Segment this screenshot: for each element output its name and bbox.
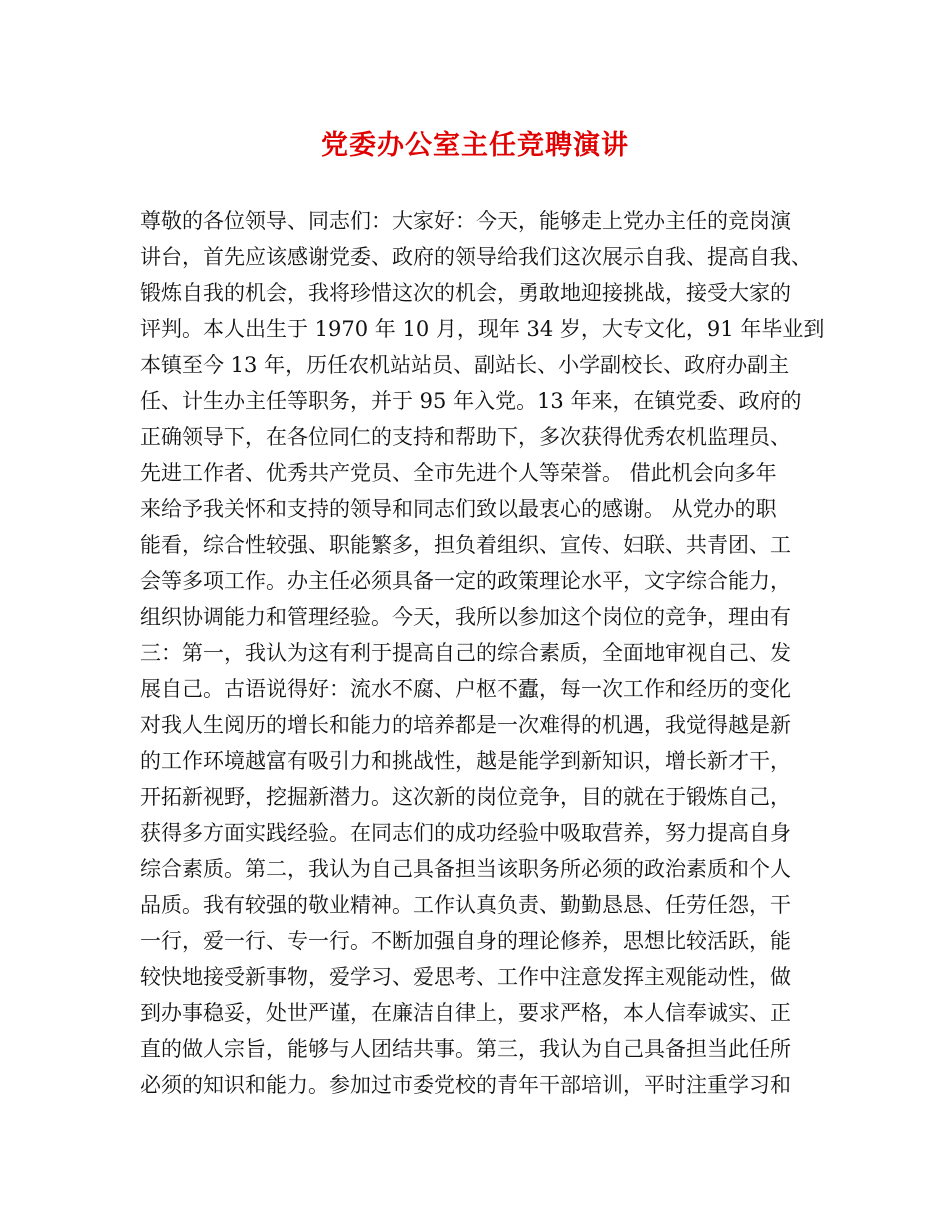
body-line: 尊敬的各位领导、同志们：大家好：今天，能够走上党办主任的竞岗演 — [140, 209, 791, 233]
body-line: 组织协调能力和管理经验。今天，我所以参加这个岗位的竞争，理由有 — [140, 605, 791, 629]
body-line: 来给予我关怀和支持的领导和同志们致以最衷心的感谢。 从党办的职 — [140, 497, 777, 521]
body-line: 综合素质。第二，我认为自己具备担当该职务所必须的政治素质和个人 — [140, 857, 791, 881]
body-line: 必须的知识和能力。参加过市委党校的青年干部培训，平时注重学习和 — [140, 1073, 791, 1097]
body-line: 任、计生办主任等职务，并于 95 年入党。13 年来，在镇党委、政府的 — [140, 389, 802, 413]
body-line: 品质。我有较强的敬业精神。工作认真负责、勤勤恳恳、任劳任怨，干 — [140, 893, 791, 917]
body-line: 展自己。古语说得好：流水不腐、户枢不蠹，每一次工作和经历的变化 — [140, 677, 791, 701]
body-line: 对我人生阅历的增长和能力的培养都是一次难得的机遇，我觉得越是新 — [140, 713, 791, 737]
body-line: 讲台，首先应该感谢党委、政府的领导给我们这次展示自我、提高自我、 — [140, 245, 812, 269]
body-line: 正确领导下，在各位同仁的支持和帮助下，多次获得优秀农机监理员、 — [140, 425, 791, 449]
body-line: 本镇至今 13 年，历任农机站站员、副站长、小学副校长、政府办副主 — [140, 353, 790, 377]
body-line: 获得多方面实践经验。在同志们的成功经验中吸取营养，努力提高自身 — [140, 821, 791, 845]
body-line: 一行，爱一行、专一行。不断加强自身的理论修养，思想比较活跃，能 — [140, 929, 791, 953]
body-line: 锻炼自我的机会，我将珍惜这次的机会，勇敢地迎接挑战，接受大家的 — [140, 281, 791, 305]
body-line: 会等多项工作。办主任必须具备一定的政策理论水平，文字综合能力， — [140, 569, 791, 593]
body-line: 能看，综合性较强、职能繁多，担负着组织、宣传、妇联、共青团、工 — [140, 533, 791, 557]
body-line: 较快地接受新事物，爱学习、爱思考、工作中注意发挥主观能动性，做 — [140, 965, 791, 989]
document-body — [140, 203, 840, 1103]
body-line: 到办事稳妥，处世严谨，在廉洁自律上，要求严格，本人信奉诚实、正 — [140, 1001, 791, 1025]
document-title: 党委办公室主任竞聘演讲 — [321, 130, 629, 161]
body-line: 评判。本人出生于 1970 年 10 月，现年 34 岁，大专文化，91 年毕业到 — [140, 317, 825, 341]
body-line: 开拓新视野，挖掘新潜力。这次新的岗位竞争，目的就在于锻炼自己， — [140, 785, 791, 809]
body-line: 直的做人宗旨，能够与人团结共事。第三，我认为自己具备担当此任所 — [140, 1037, 791, 1061]
body-line: 的工作环境越富有吸引力和挑战性，越是能学到新知识，增长新才干， — [140, 749, 791, 773]
body-line: 三：第一，我认为这有利于提高自己的综合素质，全面地审视自己、发 — [140, 641, 791, 665]
body-line: 先进工作者、优秀共产党员、全市先进个人等荣誉。 借此机会向多年 — [140, 461, 777, 485]
